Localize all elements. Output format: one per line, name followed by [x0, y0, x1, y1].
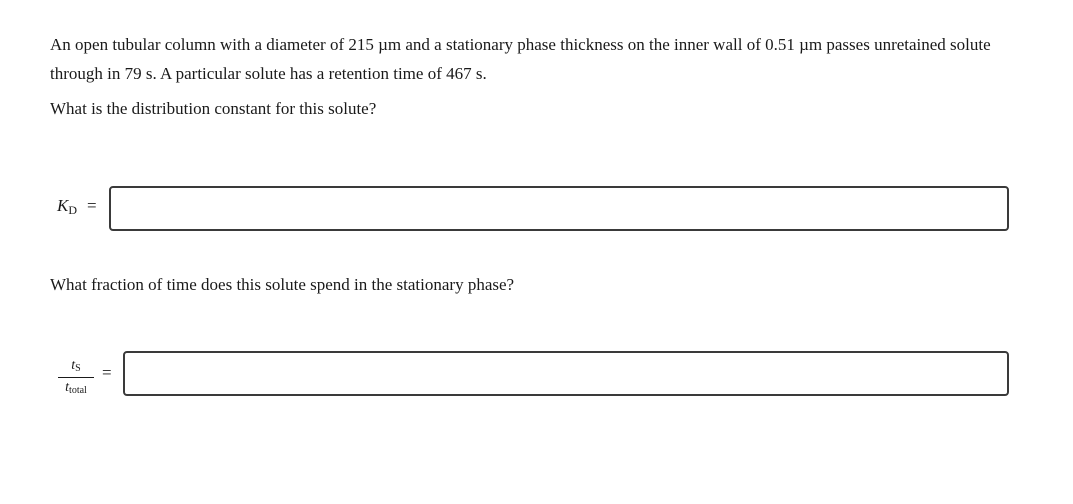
question-stationary-fraction: What fraction of time does this solute spend in the stationary phase? — [50, 275, 515, 294]
fraction-bar — [58, 377, 94, 378]
fraction-equals-sign: = — [102, 363, 112, 382]
kd-equals-sign: = — [87, 196, 97, 215]
denominator-main: t — [65, 380, 70, 395]
fraction-numerator — [56, 356, 96, 377]
kd-label-main: K — [57, 196, 69, 215]
problem-text: An open tubular column with a diameter of 215 µm and a stationary phase thickness on the inner wall of 0.51 µm passes unretained solute through in 79 s. A particular solute has a retention time of 467 s. — [50, 35, 991, 83]
denominator-subscript: total — [69, 385, 87, 396]
kd-label — [57, 196, 97, 216]
numerator-main: t — [71, 358, 76, 373]
question-distribution-constant: What is the distribution constant for this solute? — [50, 99, 377, 118]
problem-statement — [50, 30, 1040, 88]
fraction-denominator — [56, 380, 96, 397]
fraction-answer-input[interactable] — [123, 351, 1009, 396]
kd-answer-input[interactable] — [109, 186, 1009, 231]
numerator-subscript: S — [75, 363, 81, 374]
ts-over-ttotal-fraction — [56, 356, 96, 397]
kd-label-subscript: D — [68, 203, 78, 217]
